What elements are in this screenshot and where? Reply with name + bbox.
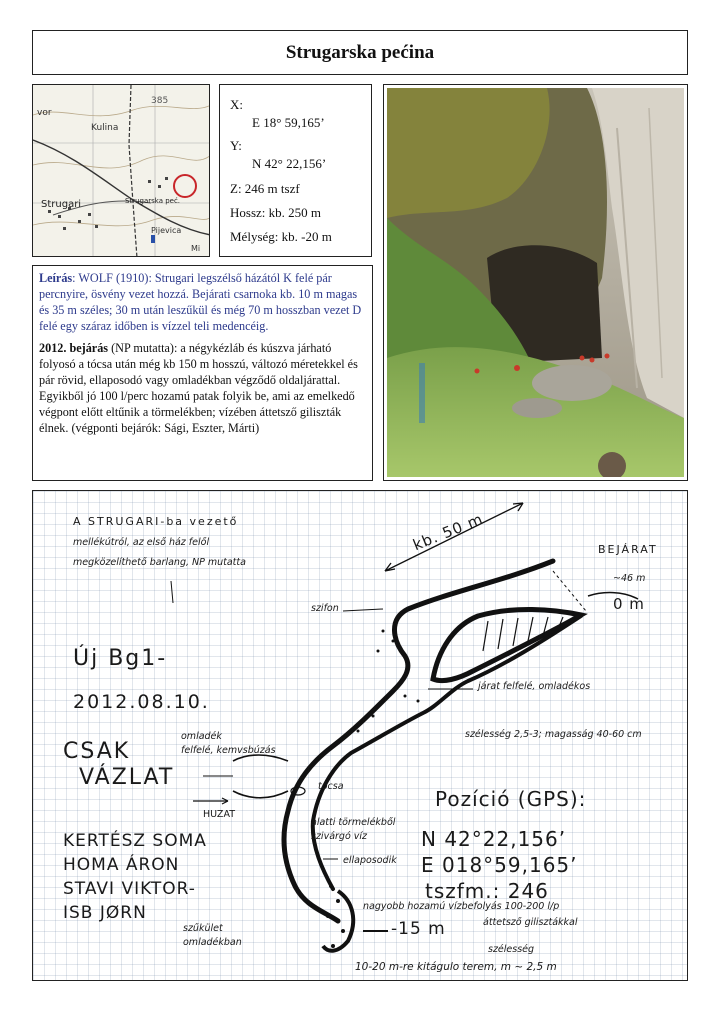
sketch-intro-line3: megközelíthető barlang, NP mutatta (73, 557, 246, 568)
sketch-intro-line2: mellékútról, az első ház felől (73, 537, 210, 548)
sketch-szifon-label: szifon (311, 603, 339, 614)
page-title: Strugarska pećina (285, 41, 435, 63)
svg-text:Strugarska peć.: Strugarska peć. (125, 197, 181, 205)
svg-text:385: 385 (151, 96, 169, 106)
sketch-ellaposodik: ellaposodik (343, 855, 397, 866)
sketch-new-label: Új Bg1- (73, 646, 168, 671)
svg-text:Pijevica: Pijevica (151, 226, 182, 235)
sketch-date: 2012.08.10. (73, 691, 210, 713)
sketch-attetszo: áttetsző gilisztákkal (483, 917, 578, 928)
y-value: N 42° 22,156’ (252, 156, 327, 171)
cave-sketch (32, 490, 688, 981)
sketch-omladek: omladék (181, 731, 222, 742)
sketch-height-label: ~46 m (613, 573, 646, 584)
title-box (32, 30, 688, 75)
description-panel (32, 265, 373, 481)
leiras-label: Leírás (39, 271, 73, 285)
sketch-intro-line1: A STRUGARI-ba vezető (73, 515, 239, 528)
x-label: X: (230, 97, 243, 112)
topographic-map (33, 85, 210, 257)
x-value: E 18° 59,165’ (252, 115, 325, 130)
sketch-gps-t: tszfm.: 246 (425, 879, 549, 903)
sketch-huzat: HUZAT (203, 809, 236, 820)
sketch-csak: CSAK (63, 739, 131, 764)
sketch-15m: -15 m (391, 919, 446, 939)
sketch-jarat-felfele: járat felfelé, omladékos (478, 681, 591, 692)
svg-text:Kulina: Kulina (91, 123, 119, 133)
sketch-szivargo: szivárgó víz (311, 831, 368, 842)
sketch-name3: STAVI VIKTOR- (63, 879, 196, 899)
sketch-vazlat: VÁZLAT (79, 765, 175, 790)
sketch-felfele: felfelé, kemvsbúzás (181, 745, 276, 756)
sketch-name1: KERTÉSZ SOMA (63, 831, 207, 851)
description-bejaras (39, 340, 366, 436)
sketch-tocsa: tócsa (318, 781, 344, 792)
sketch-szelesseg2: szélesség (488, 944, 535, 955)
sketch-gps-n: N 42°22,156’ (421, 827, 567, 851)
leiras-text: : WOLF (1910): Strugari legszélső házától K felé pár percnyire, ösvény vezet hozzá. Bejárati csarnoka kb. 10 m magas és 35 m széles; 30 m után leszűkül és még 70 m hosszban vezet D felé egy száraz időben is vízzel teli medencéig. (39, 271, 362, 333)
coordinates-panel (219, 84, 372, 257)
sketch-pozicio: Pozíció (GPS): (435, 787, 587, 811)
sketch-omladekban: omladékban (183, 937, 242, 948)
cave-entrance-photo (387, 88, 684, 477)
sketch-name4: ISB JØRN (63, 903, 147, 923)
svg-text:Strugari: Strugari (41, 199, 82, 210)
sketch-gps-e: E 018°59,165’ (421, 853, 578, 877)
sketch-zero-label: 0 m (613, 595, 645, 613)
y-label: Y: (230, 138, 242, 153)
svg-text:vor: vor (37, 108, 52, 118)
sketch-name2: HOMA ÁRON (63, 855, 180, 875)
depth: Mélység: kb. -20 m (230, 229, 332, 244)
sketch-entrance-label: BEJÁRAT (598, 543, 658, 556)
cave-photo (383, 84, 688, 481)
sketch-nagyobb: nagyobb hozamú vízbefolyás 100-200 l/p (363, 901, 560, 912)
altitude: Z: 246 m tszf (230, 181, 300, 196)
sketch-tormelek: alatti törmelékből (311, 817, 396, 828)
length: Hossz: kb. 250 m (230, 205, 321, 220)
sketch-distance-label: kb. 50 m (410, 509, 486, 555)
description-leiras (39, 270, 366, 334)
sketch-szelesseg: szélesség 2,5-3; magasság 40-60 cm (465, 729, 642, 740)
svg-text:Mi: Mi (191, 244, 201, 253)
location-map (32, 84, 210, 257)
sketch-szukulet: szűkület (183, 923, 223, 934)
bejaras-text: (NP mutatta): a négykézláb és kúszva járható folyosó a tócsa után még kb 150 m hosszú, változó méretekkel és pár rövid, ellaposodó vagy omladékban végződő oldaljárattal. Egyikből jó 100 l/perc hozamú patak folyik be, ami az emelkedő végpont előtt eltűnik a törmelékben; vízében áttetsző giliszták élnek. (végponti bejárók: Sági, Eszter, Márti) (39, 341, 358, 435)
sketch-bottom-note: 10-20 m-re kitágulo terem, m ~ 2,5 m (355, 961, 557, 973)
bejaras-label: 2012. bejárás (39, 341, 109, 355)
